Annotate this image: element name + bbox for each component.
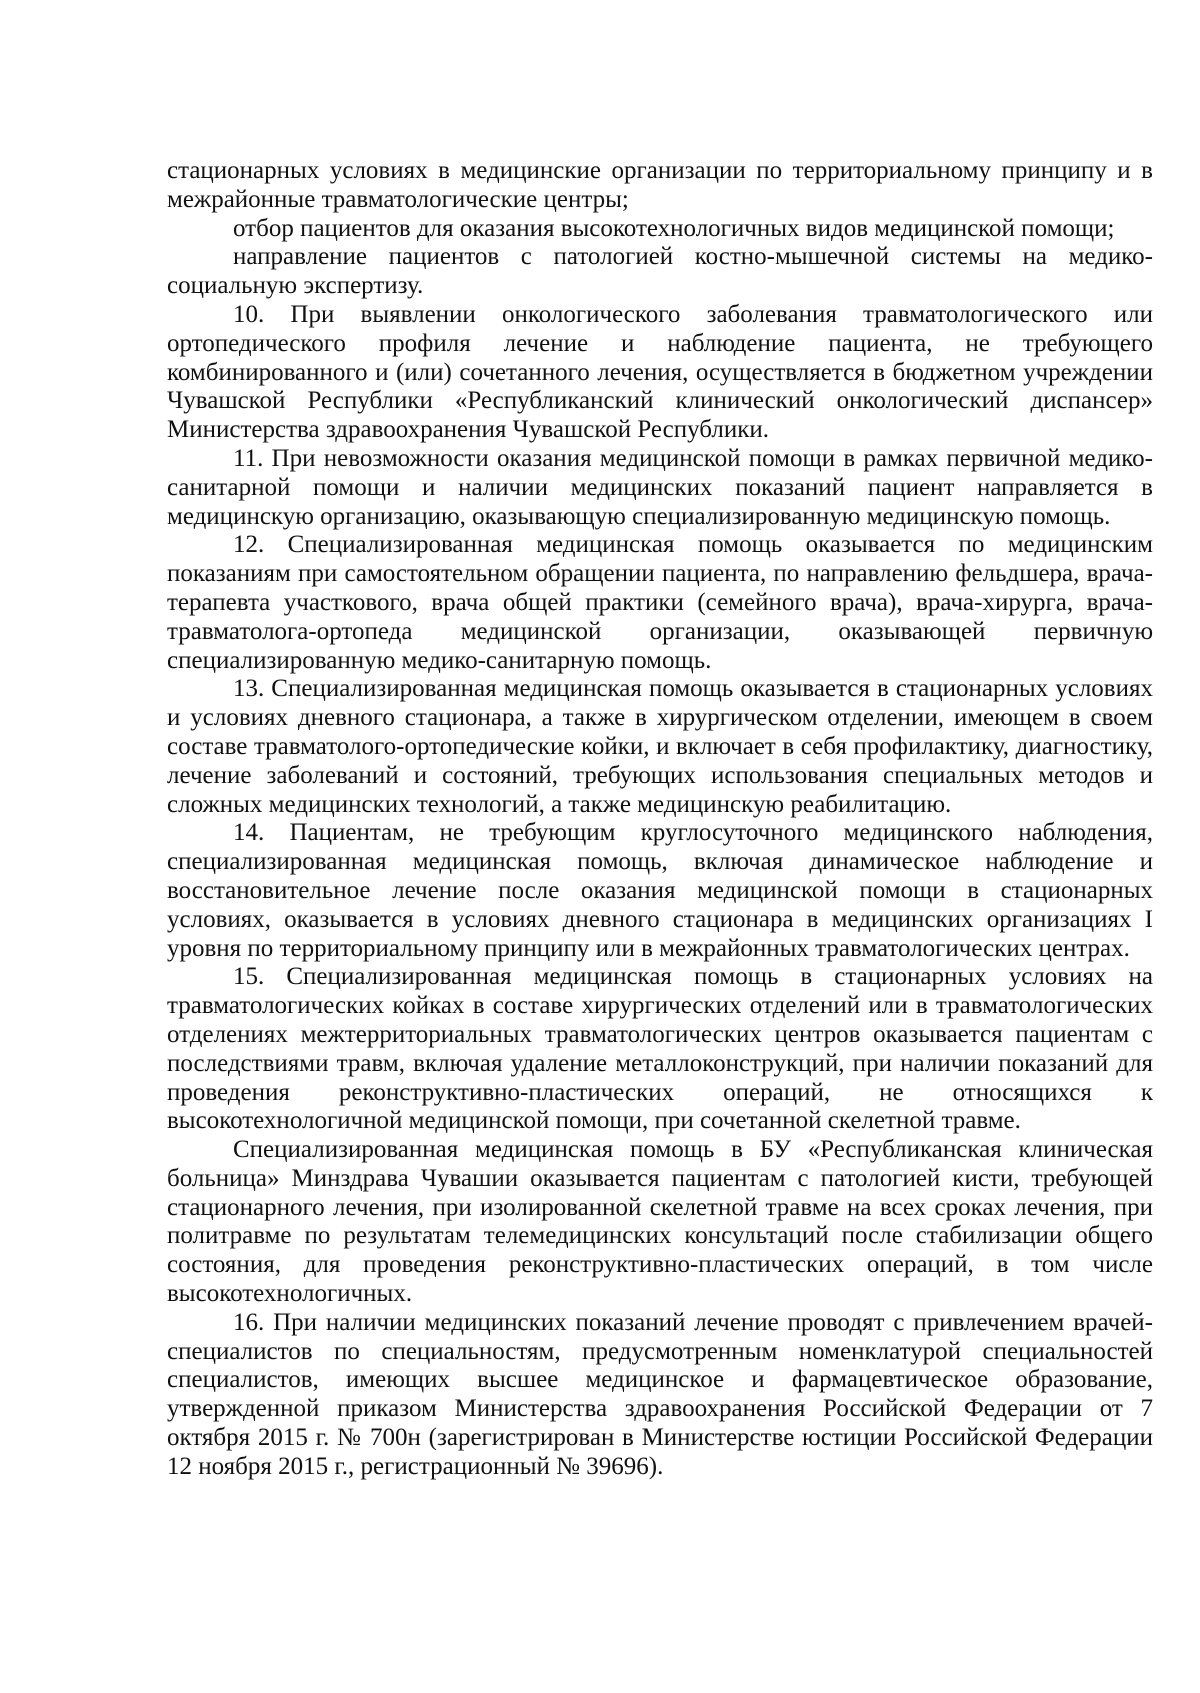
paragraph-item-13: 13. Специализированная медицинская помощь оказывается в стационарных условиях и условиях дневного стационара, а также в хирургическом отделении, имеющем в своем составе травматолого-ортопедические койки, и включает в себя профилактику, диагностику, лечение заболеваний и состояний, требующих использования специальных методов и сложных медицинских технологий, а также медицинскую реабилитацию.: [167, 675, 1153, 818]
paragraph: отбор пациентов для оказания высокотехнологичных видов медицинской помощи;: [233, 214, 1115, 242]
paragraph-item-14: 14. Пациентам, не требующим круглосуточного медицинского наблюдения, специализированная медицинская помощь, включая динамическое наблюдение и восстановительное лечение после оказания медицинской помощи в стационарных условиях, оказывается в условиях дневного стационара в медицинских организациях I уровня по территориальному принципу или в межрайонных травматологических центрах.: [167, 819, 1153, 962]
paragraph: стационарных условиях в медицинские организации по территориальному принципу и в межрайонные травматологические центры;: [167, 157, 1153, 213]
document-body: [167, 157, 1153, 1482]
paragraph-item-11: 11. При невозможности оказания медицинской помощи в рамках первичной медико-санитарной помощи и наличии медицинских показаний пациент направляется в медицинскую организацию, оказывающую специализированную медицинскую помощь.: [167, 444, 1153, 530]
paragraph-item-15-continued: Специализированная медицинская помощь в БУ «Республиканская клиническая больница» Минздрава Чувашии оказывается пациентам с патологией кисти, требующей стационарного лечения, при изолированной скелетной травме на всех сроках лечения, при политравме по результатам телемедицинских консультаций после стабилизации общего состояния, для проведения реконструктивно-пластических операций, в том числе высокотехнологичных.: [167, 1136, 1153, 1308]
paragraph-item-15: 15. Специализированная медицинская помощь в стационарных условиях на травматологических койках в составе хирургических отделений или в травматологических отделениях межтерриториальных травматологических центров оказывается пациентам с последствиями травм, включая удаление металлоконструкций, при наличии показаний для проведения реконструктивно-пластических операций, не относящихся к высокотехнологичной медицинской помощи, при сочетанной скелетной травме.: [167, 963, 1153, 1135]
paragraph-item-12: 12. Специализированная медицинская помощь оказывается по медицинским показаниям при самостоятельном обращении пациента, по направлению фельдшера, врача-терапевта участкового, врача общей практики (семейного врача), врача-хирурга, врача-травматолога-ортопеда медицинской организации, оказывающей первичную специализированную медико-санитарную помощь.: [167, 531, 1153, 674]
paragraph-item-16: 16. При наличии медицинских показаний лечение проводят с привлечением врачей-специалистов по специальностям, предусмотренным номенклатурой специальностей специалистов, имеющих высшее медицинское и фармацевтическое образование, утвержденной приказом Министерства здравоохранения Российской Федерации от 7 октября 2015 г. № 700н (зарегистрирован в Министерстве юстиции Российской Федерации 12 ноября 2015 г., регистрационный № 39696).: [167, 1308, 1153, 1480]
paragraph: направление пациентов с патологией костно-мышечной системы на медико-социальную экспертизу.: [167, 243, 1153, 300]
paragraph-item-10: 10. При выявлении онкологического заболевания травматологического или ортопедического профиля лечение и наблюдение пациента, не требующего комбинированного и (или) сочетанного лечения, осуществляется в бюджетном учреждении Чувашской Республики «Республиканский клинический онкологический диспансер» Министерства здравоохранения Чувашской Республики.: [167, 300, 1153, 444]
